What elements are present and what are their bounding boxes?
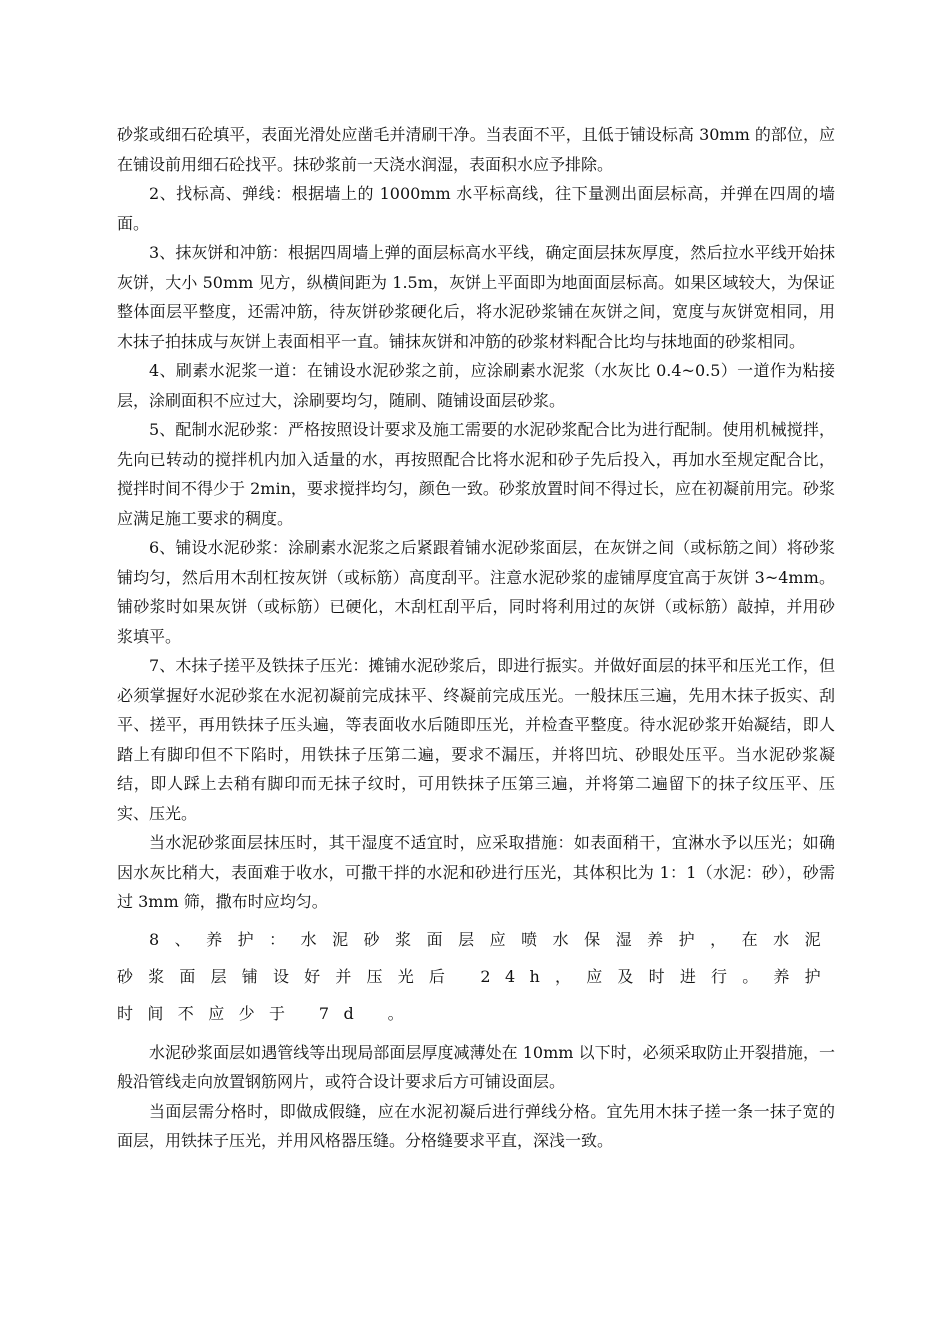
paragraph-joint-note: 当面层需分格时，即做成假缝，应在水泥初凝后进行弹线分格。宜先用木抹子搓一条一抹子宽的面层，用铁抹子压光，并用风格器压缝。分格缝要求平直，深浅一致。 <box>117 1101 835 1150</box>
paragraph-step-7: 7、木抹子搓平及铁抹子压光：摊铺水泥砂浆后，即进行振实。并做好面层的抹平和压光工作，但必须掌握好水泥砂浆在水泥初凝前完成抹平、终凝前完成压光。一般抹压三遍，先用木抹子扳实、刮平、搓平，再用铁抹子压头遍，等表面收水后随即压光，并检查平整度。待水泥砂浆开始凝结，即人踏上有脚印但不下陷时，用铁抹子压第二遍，要求不漏压，并将凹坑、砂眼处压平。当水泥砂浆凝结，即人踩上去稍有脚印而无抹子纹时，可用铁抹子压第三遍，并将第二遍留下的抹子纹压平、压实、压光。 <box>117 656 835 823</box>
paragraph-step-5: 5、配制水泥砂浆：严格按照设计要求及施工需要的水泥砂浆配合比为进行配制。使用机械搅拌，先向已转动的搅拌机内加入适量的水，再按照配合比将水泥和砂子先后投入，再加水至规定配合比，搅拌时间不得少于 2min，要求搅拌均匀，颜色一致。砂浆放置时间不得过长，应在初凝前用完。砂浆应满足施工要求的稠度。 <box>117 420 835 528</box>
paragraph-continuation: 砂浆或细石砼填平，表面光滑处应凿毛并清刷干净。当表面不平，且低于铺设标高 30mm 的部位，应在铺设前用细石砼找平。抹砂浆前一天浇水润湿，表面积水应予排除。 <box>117 125 835 174</box>
paragraph-step-4: 4、刷素水泥浆一道：在铺设水泥砂浆之前，应涂刷素水泥浆（水灰比 0.4~0.5）一道作为粘接层，涂刷面积不应过大，涂刷要均匀，随刷、随铺设面层砂浆。 <box>117 361 835 410</box>
paragraph-step-3: 3、抹灰饼和冲筋：根据四周墙上弹的面层标高水平线，确定面层抹灰厚度，然后拉水平线开始抹灰饼，大小 50mm 见方，纵横间距为 1.5m，灰饼上平面即为地面面层标高。如果区域较大，为保证整体面层平整度，还需冲筋，待灰饼砂浆硬化后，将水泥砂浆铺在灰饼之间，宽度与灰饼宽相同，用木抹子拍抹成与灰饼上表面相平一直。铺抹灰饼和冲筋的砂浆材料配合比均与抹地面的砂浆相同。 <box>117 243 835 351</box>
document-body <box>117 120 835 1156</box>
paragraph-step-2: 2、找标高、弹线：根据墙上的 1000mm 水平标高线，往下量测出面层标高，并弹在四周的墙面。 <box>117 184 835 233</box>
paragraph-moisture-note: 当水泥砂浆面层抹压时，其干湿度不适宜时，应采取措施：如表面稍干，宜淋水予以压光；如确因水灰比稍大，表面难于收水，可撒干拌的水泥和砂进行压光，其体积比为 1：1（水泥：砂），砂需过 3mm 筛，撒布时应均匀。 <box>117 833 835 911</box>
paragraph-pipeline-note: 水泥砂浆面层如遇管线等出现局部面层厚度减薄处在 10mm 以下时，必须采取防止开裂措施，一般沿管线走向放置钢筋网片，或符合设计要求后方可铺设面层。 <box>117 1042 835 1091</box>
paragraph-step-6: 6、铺设水泥砂浆：涂刷素水泥浆之后紧跟着铺水泥砂浆面层，在灰饼之间（或标筋之间）将砂浆铺均匀，然后用木刮杠按灰饼（或标筋）高度刮平。注意水泥砂浆的虚铺厚度宜高于灰饼 3~4mm。铺砂浆时如果灰饼（或标筋）已硬化，木刮杠刮平后，同时将利用过的灰饼（或标筋）敲掉，并用砂浆填平。 <box>117 538 835 646</box>
paragraph-step-8: 8、养护：水泥砂浆面层应喷水保湿养护，在水泥砂浆面层铺设好并压光后 24h，应及时进行。养护时间不应少于 7d 。 <box>117 929 835 1023</box>
